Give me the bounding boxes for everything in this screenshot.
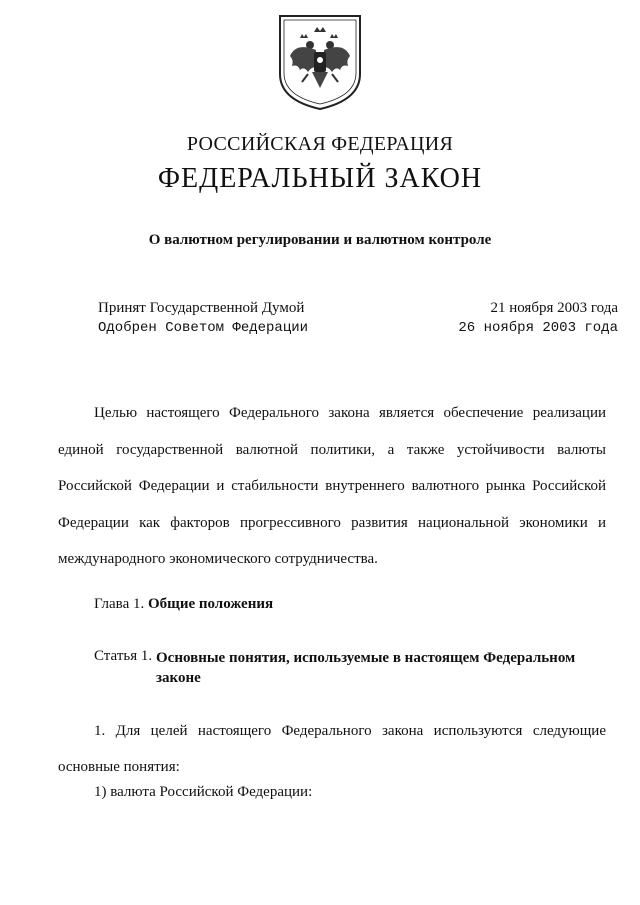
country-heading: РОССИЙСКАЯ ФЕДЕРАЦИЯ	[186, 133, 454, 155]
article-item-1: 1) валюта Российской Федерации:	[94, 784, 313, 800]
adoption-council-label: Одобрен Советом Федерации	[98, 320, 309, 336]
coat-of-arms-icon	[276, 12, 364, 112]
document-type-heading: ФЕДЕРАЛЬНЫЙ ЗАКОН	[157, 163, 483, 194]
article-title: Основные понятия, используемые в настоящем Федеральном законе	[156, 650, 576, 686]
law-title: О валютном регулировании и валютном контроле	[148, 232, 492, 248]
preamble-paragraph: Целью настоящего Федерального закона является обеспечение реализации единой государственной валютной политики, а также устойчивости валюты Российской Федерации и стабильности внутреннего валютного рынка Российской Федерации как факторов прогрессивного развития национальной экономики и международного экономического сотрудничества.	[58, 405, 606, 567]
article-paragraph-1: 1. Для целей настоящего Федерального закона используются следующие основные понятия:	[58, 723, 606, 775]
chapter-label: Глава 1.	[94, 596, 145, 612]
chapter-heading	[94, 596, 273, 613]
chapter-title: Общие положения	[147, 596, 274, 612]
adoption-council-date: 26 ноября 2003 года	[458, 320, 618, 336]
adoption-duma-date: 21 ноября 2003 года	[490, 300, 618, 316]
adoption-duma-label: Принят Государственной Думой	[98, 300, 305, 316]
article-number: Статья 1.	[94, 648, 153, 664]
